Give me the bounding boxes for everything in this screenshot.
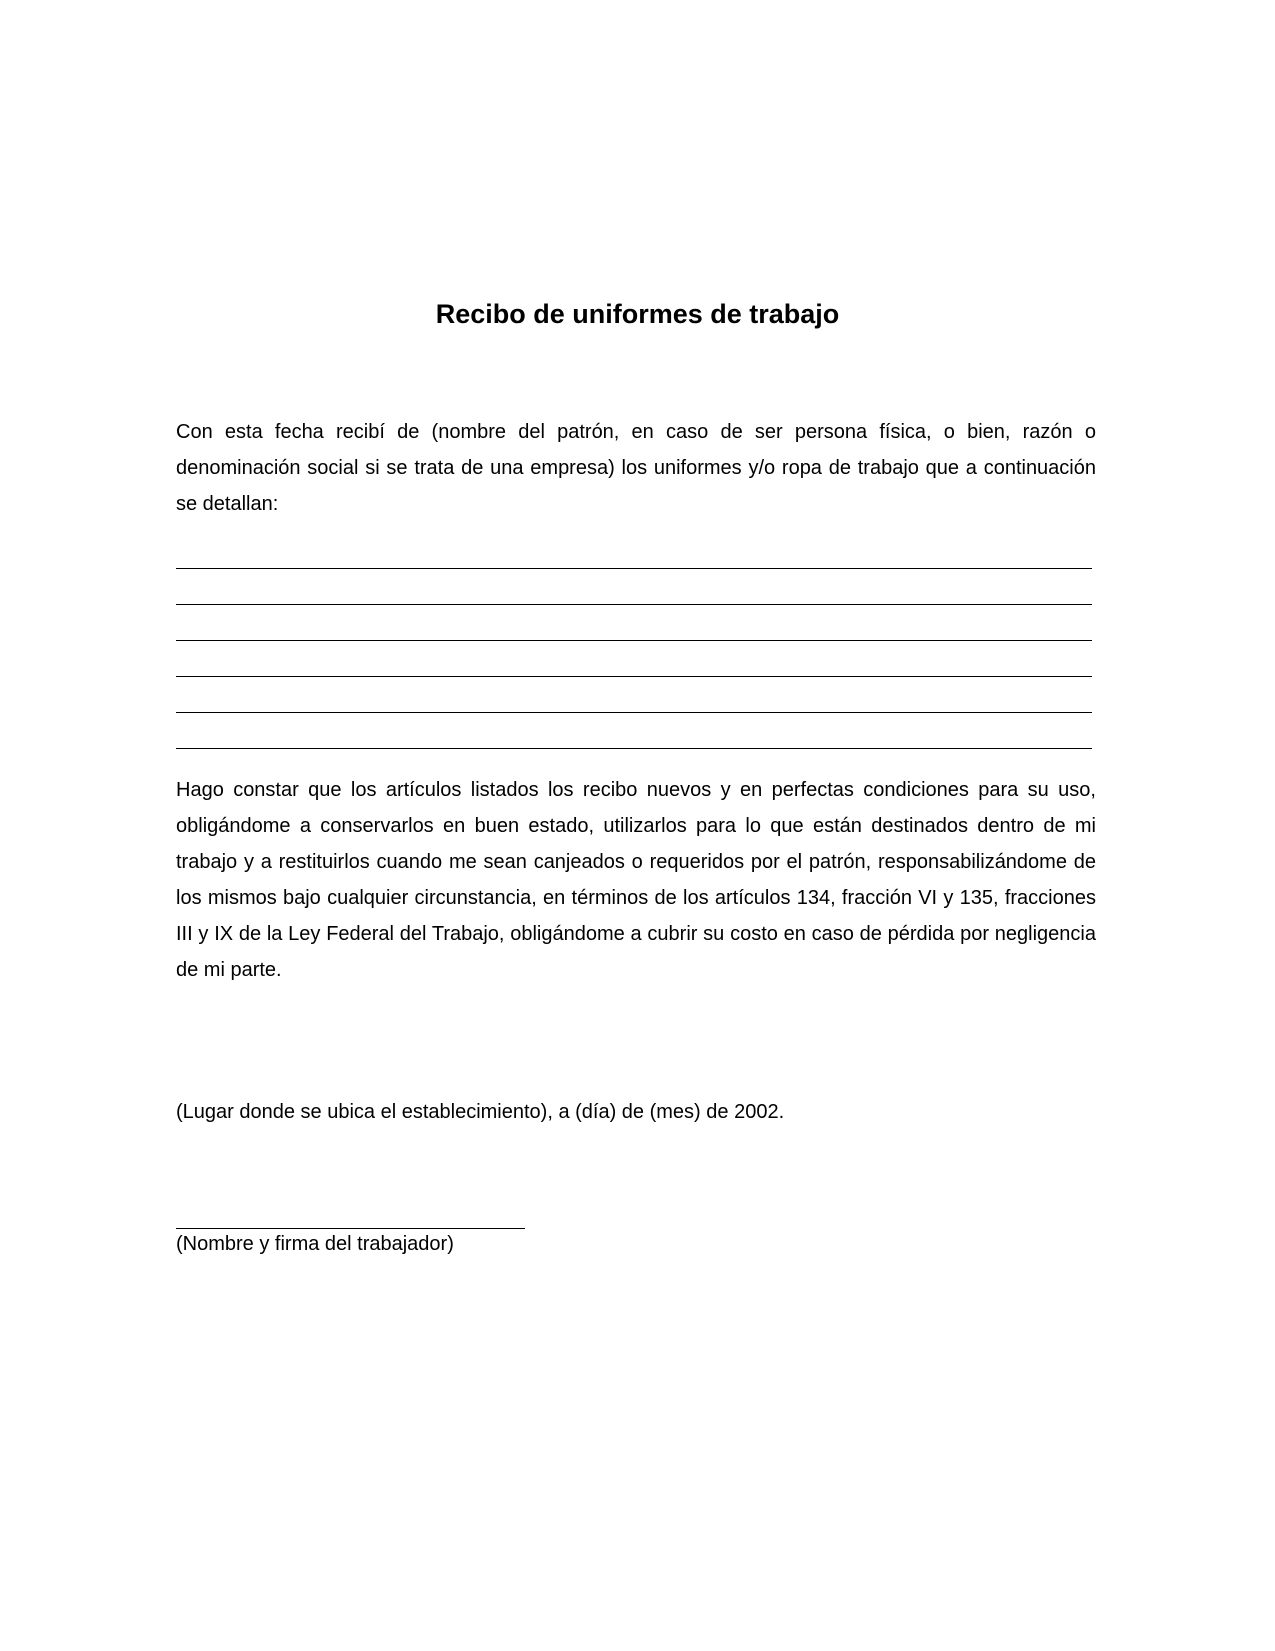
place-date-line: (Lugar donde se ubica el establecimiento), a (día) de (mes) de 2002. [176,1101,785,1123]
signature-caption: (Nombre y firma del trabajador) [176,1233,454,1255]
document-title: Recibo de uniformes de trabajo [435,299,840,329]
declaration-paragraph: Hago constar que los artículos listados los recibo nuevos y en perfectas condiciones para su uso, obligándome a conservarlos en buen estado, utilizarlos para lo que están destinados dentro de mi trabajo y a restituirlos cuando me sean canjeados o requeridos por el patrón, responsabilizándome de los mismos bajo cualquier circunstancia, en términos de los artículos 134, fracción VI y 135, fracciones III y IX de la Ley Federal del Trabajo, obligándome a cubrir su costo en caso de pérdida por negligencia de mi parte. [176,779,1096,981]
signature-line [176,1228,525,1229]
blank-line-5 [176,677,1092,713]
blank-line-2 [176,569,1092,605]
blank-line-3 [176,605,1092,641]
intro-paragraph: Con esta fecha recibí de (nombre del patrón, en caso de ser persona física, o bien, razón o denominación social si se trata de una empresa) los uniformes y/o ropa de trabajo que a continuación se detallan: [176,421,1096,515]
blank-line-4 [176,641,1092,677]
blank-line-1 [176,533,1092,569]
blank-line-6 [176,713,1092,749]
item-list-blank-lines [176,533,1092,749]
